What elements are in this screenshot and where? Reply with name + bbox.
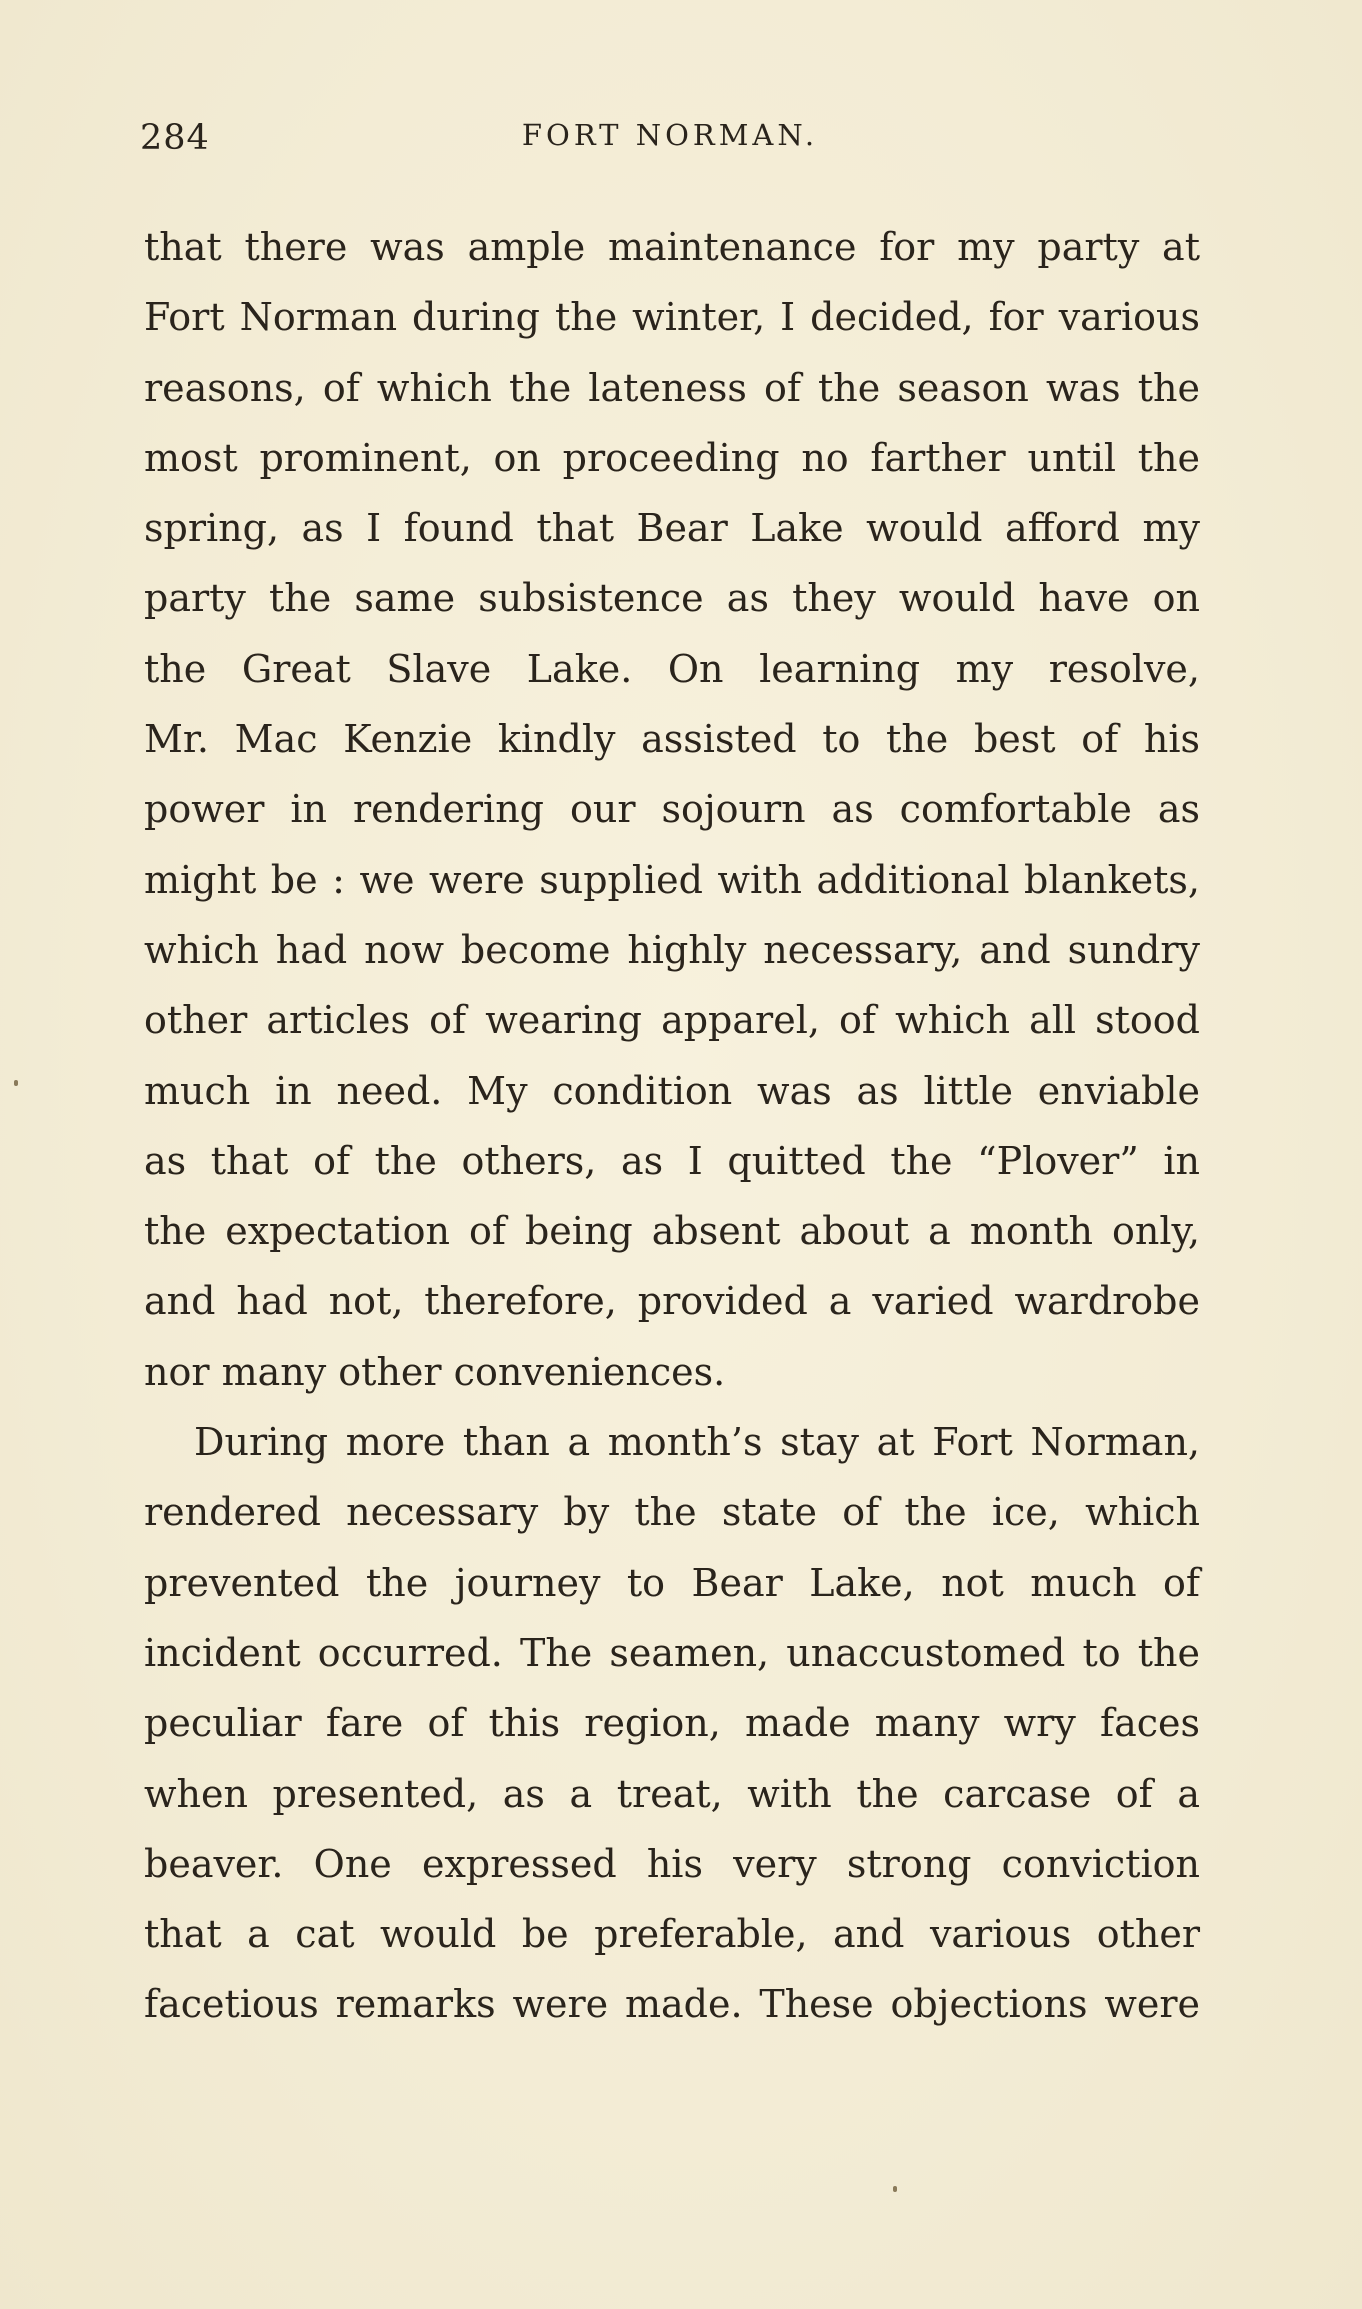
text-line: spring, as I found that Bear Lake would afford my xyxy=(144,506,1200,551)
text-line: most prominent, on proceeding no farther until the xyxy=(144,435,1200,480)
text-line: facetious remarks were made. These objections were xyxy=(144,1982,1200,2027)
text-line: reasons, of which the lateness of the season was the xyxy=(144,365,1200,410)
page-number: 284 xyxy=(140,118,210,158)
text-line: the Great Slave Lake. On learning my resolve, xyxy=(144,646,1200,691)
text-line: nor many other conveniences. xyxy=(144,1349,726,1394)
text-line: incident occurred. The seamen, unaccustomed to the xyxy=(144,1630,1200,1675)
text-line: that a cat would be preferable, and various other xyxy=(144,1912,1200,1957)
running-title: FORT NORMAN. xyxy=(521,118,819,152)
text-line: the expectation of being absent about a month only, xyxy=(144,1209,1200,1254)
text-line: when presented, as a treat, with the carcase of a xyxy=(144,1771,1200,1816)
text-line: and had not, therefore, provided a varied wardrobe xyxy=(144,1279,1200,1324)
running-head xyxy=(140,118,1200,168)
text-line: Fort Norman during the winter, I decided, for various xyxy=(144,295,1200,340)
text-line: During more than a month’s stay at Fort Norman, xyxy=(194,1420,1200,1465)
text-line: rendered necessary by the state of the ice, which xyxy=(144,1490,1200,1535)
text-line: as that of the others, as I quitted the “Plover” in xyxy=(144,1138,1200,1183)
paper-speck xyxy=(14,1080,18,1086)
text-line: beaver. One expressed his very strong conviction xyxy=(144,1841,1200,1886)
text-line: power in rendering our sojourn as comfortable as xyxy=(144,787,1200,832)
body-text xyxy=(144,212,1200,2040)
text-line: other articles of wearing apparel, of which all stood xyxy=(144,998,1200,1043)
paper-speck xyxy=(893,2186,897,2192)
text-line: party the same subsistence as they would have on xyxy=(144,576,1200,621)
text-line: prevented the journey to Bear Lake, not much of xyxy=(144,1560,1200,1605)
text-line: peculiar fare of this region, made many wry faces xyxy=(144,1701,1200,1746)
text-line: Mr. Mac Kenzie kindly assisted to the best of his xyxy=(144,717,1200,762)
text-line: might be : we were supplied with additional blankets, xyxy=(144,857,1200,902)
text-line: which had now become highly necessary, and sundry xyxy=(144,927,1200,972)
text-line: that there was ample maintenance for my party at xyxy=(144,225,1200,269)
text-line: much in need. My condition was as little enviable xyxy=(144,1068,1200,1113)
